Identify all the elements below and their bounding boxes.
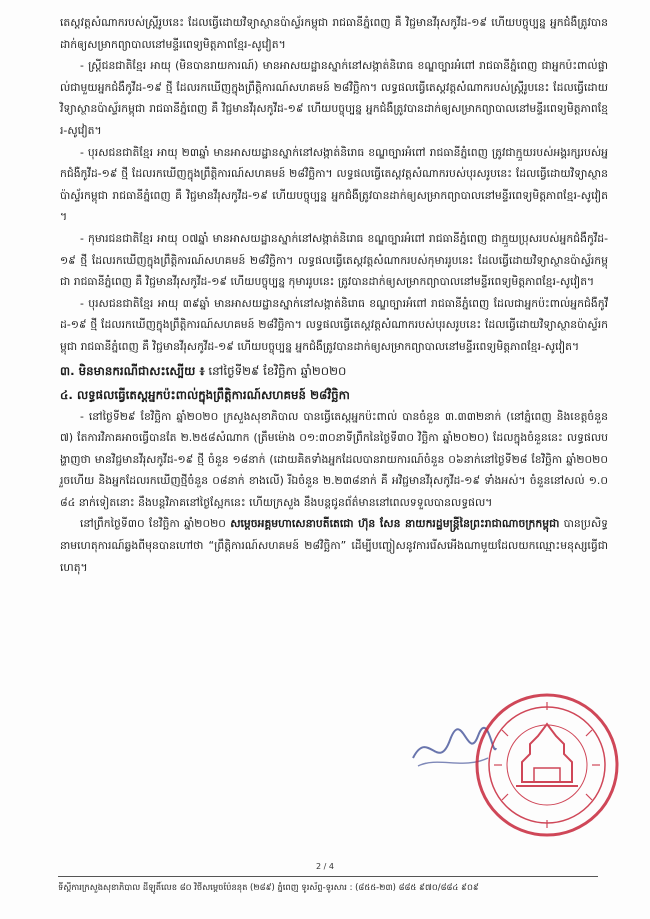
footer-divider [58,876,598,877]
section-3-label: ៣. មិនមានករណីជាសះស្បើយ ៖ [60,363,205,378]
page-number: 2 / 4 [316,862,334,871]
footer-address: ទីស្តីការក្រសួងសុខាភិបាល ដីឡូតិ៍លេខ ៨០ វិថីសម្តេចប៉ែននុត (២៨៩) ភ្នំពេញ ទូរស័ព្ទ-ទូរសារ : (៨៥៥-២៣) ៨៨៥ ៩៧០/៨៨៤ ៩០៩ [58,882,479,892]
official-seal-icon [472,690,622,840]
section-3-heading [60,360,608,382]
paragraph-case-man-23: - បុរសជនជាតិខ្មែរ អាយុ ២៣ឆ្នាំ មានអាសយដ្ឋានស្នាក់នៅសង្កាត់និរោធ ខណ្ឌច្បារអំពៅ រាជធានីភ្នំពេញ ត្រូវជាក្មួយរបស់អង្គរក្សរបស់អ្នកជំងឺកូវីដ-១៩ ថ្មី ដែលរកឃើញក្នុងព្រឹត្តិការណ៍សហគមន៍ ២៨វិច្ឆិកា។ លទ្ធផលធ្វើតេស្តវត្តសំណាករបស់បុរសរូបនេះ ដែលធ្វើដោយវិទ្យាស្ថានប៉ាស្ទ័រកម្ពុជា រាជធានីភ្នំពេញ គឺ វិជ្ជមានវីរុសកូវីដ-១៩ ហើយបច្ចុប្បន្ន អ្នកជំងឺត្រូវបានដាក់ឲ្យសម្រាកព្យាបាលនៅមន្ទីរពេទ្យមិត្តភាពខ្មែរ-សូវៀត។ [60,145,608,224]
paragraph-case-man-39: - បុរសជនជាតិខ្មែរ អាយុ ៣៩ឆ្នាំ មានអាសយដ្ឋានស្នាក់នៅសង្កាត់និរោធ ខណ្ឌច្បារអំពៅ រាជធានីភ្នំពេញ ដែលជាអ្នកប៉ះពាល់អ្នកជំងឺកូវីដ-១៩ ថ្មី ដែលរកឃើញក្នុងព្រឹត្តិការណ៍សហគមន៍ ២៨វិច្ឆិកា។ លទ្ធផលធ្វើតេស្តវត្តសំណាករបស់បុរសរូបនេះ ដែលធ្វើដោយវិទ្យាស្ថានប៉ាស្ទ័រកម្ពុជា រាជធានីភ្នំពេញ គឺ វិជ្ជមានវីរុសកូវីដ-១៩ ហើយបច្ចុប្បន្ន អ្នកជំងឺត្រូវបានដាក់ឲ្យសម្រាកព្យាបាលនៅមន្ទីរពេទ្យមិត្តភាពខ្មែរ-សូវៀត។ [60,296,608,353]
naming-date: នៅព្រឹកថ្ងៃទី៣០ ខែវិច្ឆិកា ឆ្នាំ២០២០ [80,517,231,531]
prime-minister-title: សម្តេចអគ្គមហាសេនាបតីតេជោ ហ៊ុន សែន នាយករដ្ឋមន្ត្រីនៃព្រះរាជាណាចក្រកម្ពុជា [230,517,560,531]
paragraph-test-results: - នៅថ្ងៃទី២៩ ខែវិច្ឆិកា ឆ្នាំ២០២០ ក្រសួងសុខាភិបាល បានធ្វើតេស្តអ្នកប៉ះពាល់ បានចំនួន ៣.៣៣២នាក់ (នៅភ្នំពេញ និងខេត្តចំនួន ៧) តែការវិភាគអាចធ្វើបានតែ ២.២៥៨សំណាក (ត្រឹមម៉ោង ០១:៣០នាទីព្រឹកនៃថ្ងៃទី៣០ វិច្ឆិកា ឆ្នាំ២០២០) ដែលក្នុងចំនួននេះ លទ្ធផលបង្ហាញថា មានវិជ្ជមានវីរុសកូវីដ-១៩ ថ្មី ចំនួន ១៨នាក់ (ដោយគិតទាំងអ្នកដែលបានរាយការណ៍ចំនួន ០៦នាក់នៅថ្ងៃទី២៨ ខែវិច្ឆិកា ឆ្នាំ២០២០ រួចហើយ និងអ្នកដែលរកឃើញថ្មីចំនួន ០៨នាក់ ខាងលើ) រីឯចំនួន ២.២៣៨នាក់ គឺ អវិជ្ជមានវីរុសកូវីដ-១៩ ទាំងអស់។ ចំនួននៅសល់ ១.០៨៤ នាក់ទៀតនោះ នឹងបន្តវិភាគនៅថ្ងៃស្អែកនេះ ហើយក្រសួង នឹងបន្តជូនព័ត៌មាននៅពេលទទួលបានលទ្ធផល។ [60,409,608,509]
document-body [60,12,608,578]
paragraph-case-woman: - ស្ត្រីជនជាតិខ្មែរ អាយុ (មិនបានរាយការណ៍) មានអាសយដ្ឋានស្នាក់នៅសង្កាត់និរោធ ខណ្ឌច្បារអំពៅ រាជធានីភ្នំពេញ ជាអ្នកប៉ះពាល់ផ្ទាល់ជាមួយអ្នកជំងឺកូវីដ-១៩ ថ្មី ដែលរកឃើញក្នុងព្រឹត្តិការណ៍សហគមន៍ ២៨វិច្ឆិកា។ លទ្ធផលធ្វើតេស្តវត្តសំណាករបស់ស្ត្រីរូបនេះ ដែលធ្វើដោយវិទ្យាស្ថានប៉ាស្ទ័រកម្ពុជា រាជធានីភ្នំពេញ គឺ វិជ្ជមានវីរុសកូវីដ-១៩ ហើយបច្ចុប្បន្ន អ្នកជំងឺត្រូវបានដាក់ឲ្យសម្រាកព្យាបាលនៅមន្ទីរពេទ្យមិត្តភាពខ្មែរ-សូវៀត។ [60,59,608,137]
section-3-date: នៅថ្ងៃទី២៩ ខែវិច្ឆិកា ឆ្នាំ២០២០ [204,363,347,378]
signature-mark [408,718,498,778]
paragraph-case-child-07: - កុមារជនជាតិខ្មែរ អាយុ ០៧ឆ្នាំ មានអាសយដ្ឋានស្នាក់នៅសង្កាត់និរោធ ខណ្ឌច្បារអំពៅ រាជធានីភ្នំពេញ ជាក្មួយប្រុសរបស់អ្នកជំងឺកូវីដ-១៩ ថ្មី ដែលរកឃើញក្នុងព្រឹត្តិការណ៍សហគមន៍ ២៨វិច្ឆិកា។ លទ្ធផលធ្វើតេស្តវត្តសំណាករបស់កុមាររូបនេះ ដែលធ្វើដោយវិទ្យាស្ថានប៉ាស្ទ័រកម្ពុជា រាជធានីភ្នំពេញ គឺ វិជ្ជមានវីរុសកូវីដ-១៩ ហើយបច្ចុប្បន្ន កុមាររូបនេះ ត្រូវបានដាក់ឲ្យសម្រាកព្យាបាលនៅមន្ទីរពេទ្យមិត្តភាពខ្មែរ-សូវៀត។ [60,231,608,289]
naming-statement: បានប្រសិទ្ធនាមហេតុការណ៍ឆ្លងពីមុនបានហៅថា “ព្រឹត្តិការណ៍សហគមន៍ ២៨វិច្ឆិកា” ដើម្បីបញ្ចៀសនូវការរើសអើងណាមួយដែលយកឈ្មោះមនុស្សធ្វើជាហេតុ។ [60,517,608,574]
section-4-heading: ៤. លទ្ធផលធ្វើតេស្តអ្នកប៉ះពាល់ក្នុងព្រឹត្តិការណ៍សហគមន៍ ២៨វិច្ឆិកា [60,387,350,402]
paragraph-continuation: តេស្តវត្តសំណាករបស់ស្ត្រីរូបនេះ ដែលធ្វើដោយវិទ្យាស្ថានប៉ាស្ទ័រកម្ពុជា រាជធានីភ្នំពេញ គឺ វិជ្ជមានវីរុសកូវីដ-១៩ ហើយបច្ចុប្បន្ន អ្នកជំងឺត្រូវបានដាក់ឲ្យសម្រាកព្យាបាលនៅមន្ទីរពេទ្យមិត្តភាពខ្មែរ-សូវៀត។ [60,16,608,51]
paragraph-naming-event [60,513,608,578]
